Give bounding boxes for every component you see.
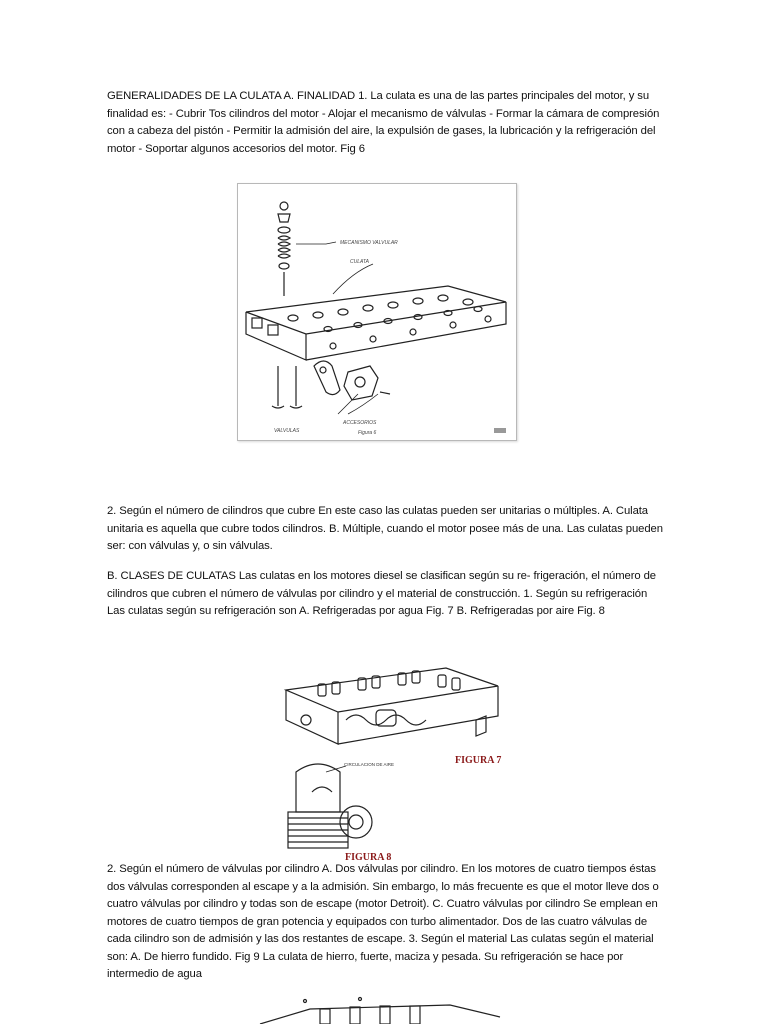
scan-mark bbox=[494, 428, 506, 433]
label-valves: VALVULAS bbox=[274, 428, 300, 434]
label-air-circulation: CIRCULACION DE AIRE bbox=[344, 762, 395, 767]
label-accessories: ACCESORIOS bbox=[343, 420, 377, 426]
figure-6-caption: Figura 6 bbox=[358, 430, 377, 436]
figure-7-caption: FIGURA 7 bbox=[455, 755, 502, 766]
paragraph-clases-culatas: B. CLASES DE CULATAS Las culatas en los motores diesel se clasifican según su re- frigeración, el número de cilindros que cubren el número de válvulas por cilindro y el material de construcción. 1. Según su refrigeración Las culatas según su refrigeración son A. Refrigeradas por agua Fig. 7 B. Refrigeradas por aire Fig. 8 bbox=[107, 570, 656, 617]
label-culata: CULATA bbox=[350, 259, 369, 265]
paragraph-segun-cilindros: 2. Según el número de cilindros que cubre En este caso las culatas pueden ser unitarias o múltiples. A. Culata unitaria es aquella que cubre todos cilindros. B. Múltiple, cuando el motor posee más de una. Las culatas pueden ser: con válvulas y, o sin válvulas. bbox=[107, 505, 663, 552]
paragraph-segun-valvulas: 2. Según el número de válvulas por cilindro A. Dos válvulas por cilindro. En los motores de cuatro tiempos éstas dos válvulas corresponden al escape y a la admisión. Sin embargo, lo más frecuente es que el motor lleve dos o cuatro válvulas por cilindro y todas son de escape (motor Detroit). C. Cuatro válvulas por cilindro Se emplean en motores de cuatro tiempos de gran potencia y equipados con turbo alimentador. Dos de las cuatro válvulas de cada cilindro son de admisión y las dos restantes de escape. 3. Según el material Las culatas según el material son: A. De hierro fundido. Fig 9 La culata de hierro, fuerte, maciza y pesada. Su refrigeración se hace por intermedio de agua bbox=[107, 863, 659, 980]
figure-9-image bbox=[250, 995, 510, 1024]
label-mechanism: MECANISMO VALVULAR bbox=[340, 240, 398, 246]
figure-8-caption: FIGURA 8 bbox=[345, 852, 392, 863]
figure-6-image bbox=[237, 183, 517, 441]
paragraph-generalidades: GENERALIDADES DE LA CULATA A. FINALIDAD 1. La culata es una de las partes principales del motor, y su finalidad es: - Cubrir Tos cilindros del motor - Alojar el mecanismo de válvulas - Formar la cámara de compresión con a cabeza del pistón - Permitir la admisión del aire, la expulsión de gases, la lubricación y la refrigeración del motor - Soportar algunos accesorios del motor. Fig 6 bbox=[107, 90, 660, 155]
cylinder-head-drawing bbox=[238, 184, 516, 440]
figure-8-image bbox=[276, 752, 396, 864]
